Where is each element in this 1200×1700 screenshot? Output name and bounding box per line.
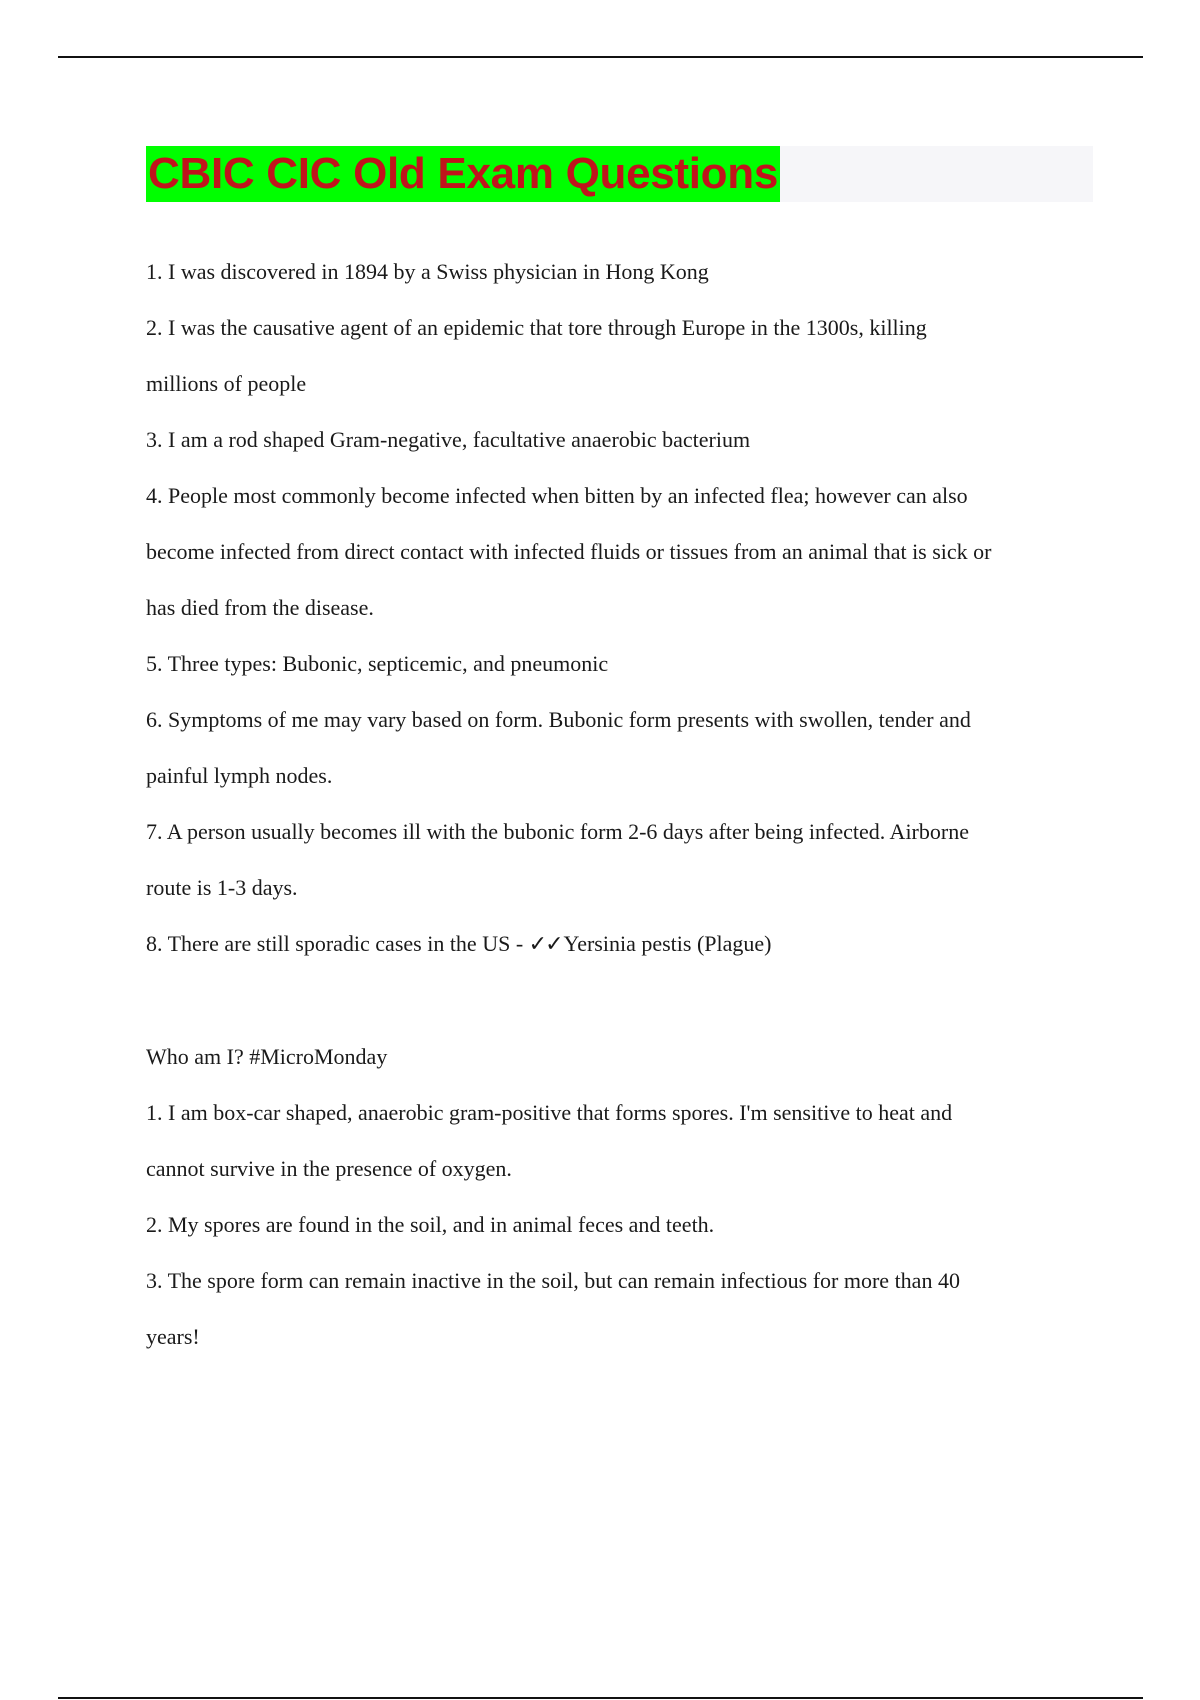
section-spacer bbox=[146, 973, 1096, 1029]
s2-line-5: years! bbox=[146, 1324, 200, 1349]
top-rule bbox=[58, 56, 1143, 58]
s1-line-9: 6. Symptoms of me may vary based on form. Bubonic form presents with swollen, tender and bbox=[146, 707, 971, 732]
s1-line-10: painful lymph nodes. bbox=[146, 763, 333, 788]
s2-line-2: cannot survive in the presence of oxygen. bbox=[146, 1156, 512, 1181]
s1-line-7: has died from the disease. bbox=[146, 595, 374, 620]
s1-line-3: millions of people bbox=[146, 371, 307, 396]
s2-line-4: 3. The spore form can remain inactive in the soil, but can remain infectious for more than 40 bbox=[146, 1268, 960, 1293]
s1-line-12: route is 1-3 days. bbox=[146, 875, 298, 900]
double-check-icon: ✓✓ bbox=[528, 932, 562, 957]
document-title: CBIC CIC Old Exam Questions bbox=[148, 149, 779, 198]
s1-line-11: 7. A person usually becomes ill with the bubonic form 2-6 days after being infected. Airborne bbox=[146, 819, 969, 844]
s2-line-1: 1. I am box-car shaped, anaerobic gram-positive that forms spores. I'm sensitive to heat and bbox=[146, 1100, 953, 1125]
title-highlight bbox=[146, 146, 780, 202]
s1-line-2: 2. I was the causative agent of an epidemic that tore through Europe in the 1300s, killing bbox=[146, 315, 927, 340]
s1-line-8: 5. Three types: Bubonic, septicemic, and pneumonic bbox=[146, 651, 609, 676]
s1-line-6: become infected from direct contact with infected fluids or tissues from an animal that is sick or bbox=[146, 539, 992, 564]
document-body bbox=[146, 244, 1096, 1365]
section2-heading: Who am I? #MicroMonday bbox=[146, 1044, 388, 1069]
s1-line-1: 1. I was discovered in 1894 by a Swiss physician in Hong Kong bbox=[146, 259, 709, 284]
bottom-rule bbox=[58, 1697, 1143, 1699]
s1-line-answer bbox=[146, 916, 1096, 973]
s1-line-4: 3. I am a rod shaped Gram-negative, facultative anaerobic bacterium bbox=[146, 427, 751, 452]
answer-text: Yersinia pestis (Plague) bbox=[563, 931, 772, 956]
s1-line-5: 4. People most commonly become infected when bitten by an infected flea; however can also bbox=[146, 483, 968, 508]
s2-line-3: 2. My spores are found in the soil, and in animal feces and teeth. bbox=[146, 1212, 715, 1237]
answer-prefix: 8. There are still sporadic cases in the US - bbox=[146, 931, 529, 956]
